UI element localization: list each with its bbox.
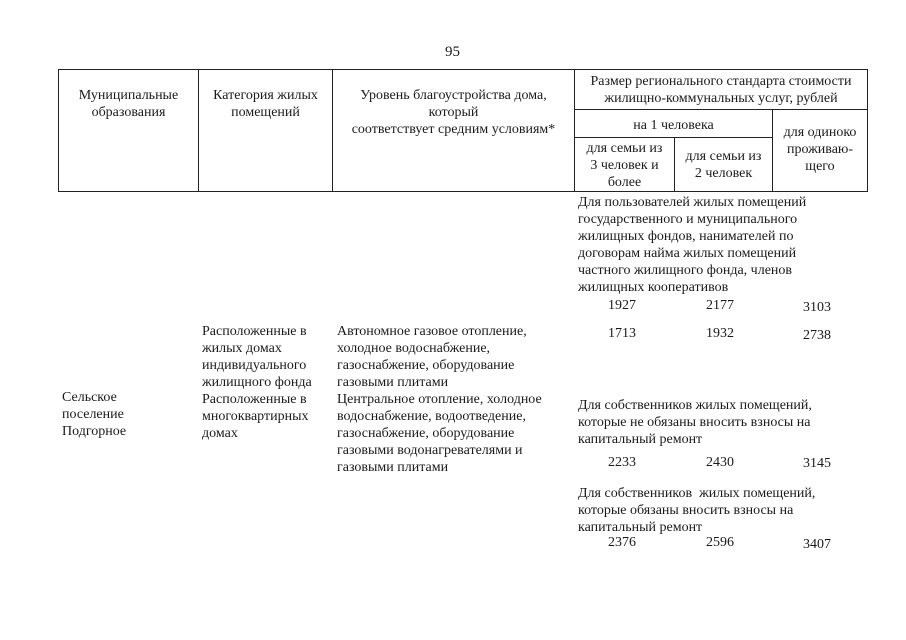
g2-family2: 2430 (706, 455, 734, 470)
header-single: для одиноко проживаю- щего (773, 110, 868, 192)
category-apartment: Расположенные в многоквартирных домах (202, 392, 309, 441)
header-table (58, 69, 868, 192)
header-municipality: Муниципальные образования (59, 70, 199, 192)
page-number: 95 (445, 44, 460, 60)
g2-family3: 2233 (608, 455, 636, 470)
header-family2: для семьи из 2 человек (675, 138, 773, 192)
header-category: Категория жилых помещений (199, 70, 333, 192)
g3-family3: 2376 (608, 535, 636, 550)
g2-single: 3145 (803, 456, 831, 471)
g1r1-single: 3103 (803, 300, 831, 315)
g1r2-family2: 1932 (706, 326, 734, 341)
header-level: Уровень благоустройства дома, который соответствует средним условиям* (333, 70, 575, 192)
header-standard: Размер регионального стандарта стоимости жилищно-коммунальных услуг, рублей (575, 70, 868, 110)
g3-single: 3407 (803, 537, 831, 552)
g1r2-family3: 1713 (608, 326, 636, 341)
header-family3: для семьи из 3 человек и более (575, 138, 675, 192)
header-per-person: на 1 человека (575, 110, 773, 138)
group-2-title: Для собственников жилых помещений, которые не обязаны вносить взносы на капитальный ремонт (578, 398, 812, 447)
g1r1-family3: 1927 (608, 298, 636, 313)
municipality-name: Сельское поселение Подгорное (62, 390, 127, 439)
category-individual: Расположенные в жилых домах индивидуального жилищного фонда (202, 324, 312, 390)
group-1-title: Для пользователей жилых помещений государственного и муниципального жилищных фондов, нанимателей по договорам найма жилых помещений частного жилищного фонда, членов жилищных кооперативов (578, 195, 807, 295)
g3-family2: 2596 (706, 535, 734, 550)
g1r1-family2: 2177 (706, 298, 734, 313)
g1r2-single: 2738 (803, 328, 831, 343)
group-3-title: Для собственников жилых помещений, которые обязаны вносить взносы на капитальный ремонт (578, 486, 816, 535)
level-central: Центральное отопление, холодное водоснабжение, водоотведение, газоснабжение, оборудование газовыми водонагревателями и газовыми плитами (337, 392, 542, 475)
level-autonomous: Автономное газовое отопление, холодное водоснабжение, газоснабжение, оборудование газовыми плитами (337, 324, 527, 390)
